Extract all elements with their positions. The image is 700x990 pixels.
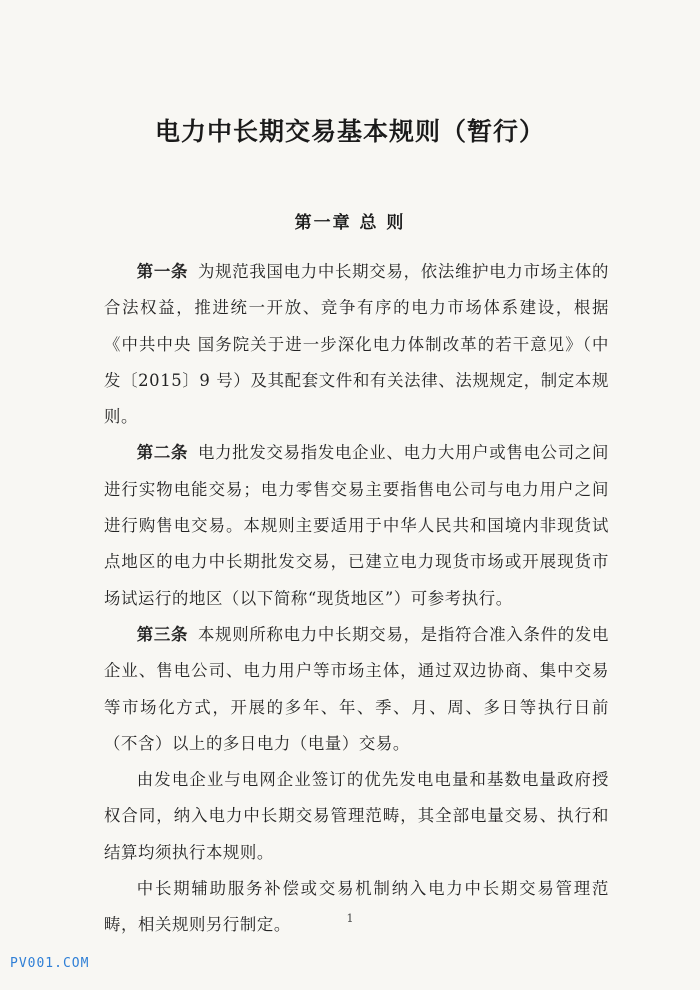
document-body xyxy=(104,254,609,944)
article-3 xyxy=(104,617,609,762)
article-label: 第三条 xyxy=(136,624,189,644)
article-text: 电力批发交易指发电企业、电力大用户或售电公司之间进行实物电能交易；电力零售交易主要指售电公司与电力用户之间进行购售电交易。本规则主要适用于中华人民共和国境内非现货试点地区的电力中长期批发交易，已建立电力现货市场或开展现货市场试运行的地区（以下简称“现货地区”）可参考执行。 xyxy=(104,443,609,608)
article-label: 第一条 xyxy=(136,262,189,281)
article-text: 为规范我国电力中长期交易，依法维护电力市场主体的合法权益，推进统一开放、竞争有序的电力市场体系建设，根据《中共中央 国务院关于进一步深化电力体制改革的若干意见》（中发〔2015〕9 号）及其配套文件和有关法律、法规规定，制定本规则。 xyxy=(104,262,609,427)
chapter-heading: 第一章 总 则 xyxy=(294,213,406,233)
article-label: 第二条 xyxy=(136,443,189,463)
paragraph-4 xyxy=(104,762,609,871)
page-number: 1 xyxy=(346,912,354,925)
watermark-text: PV001.COM xyxy=(10,956,90,971)
article-text: 本规则所称电力中长期交易，是指符合准入条件的发电企业、售电公司、电力用户等市场主体，通过双边协商、集中交易等市场化方式，开展的多年、年、季、月、周、多日等执行日前（不含）以上的多日电力（电量）交易。 xyxy=(104,624,609,753)
paragraph-5 xyxy=(104,871,609,944)
paragraph-text: 由发电企业与电网企业签订的优先发电电量和基数电量政府授权合同，纳入电力中长期交易管理范畴，其全部电量交易、执行和结算均须执行本规则。 xyxy=(104,770,609,862)
article-1 xyxy=(104,254,609,435)
article-2 xyxy=(104,435,609,616)
document-title: 电力中长期交易基本规则（暂行） xyxy=(154,117,545,146)
paragraph-text: 中长期辅助服务补偿或交易机制纳入电力中长期交易管理范畴，相关规则另行制定。 xyxy=(104,879,609,935)
